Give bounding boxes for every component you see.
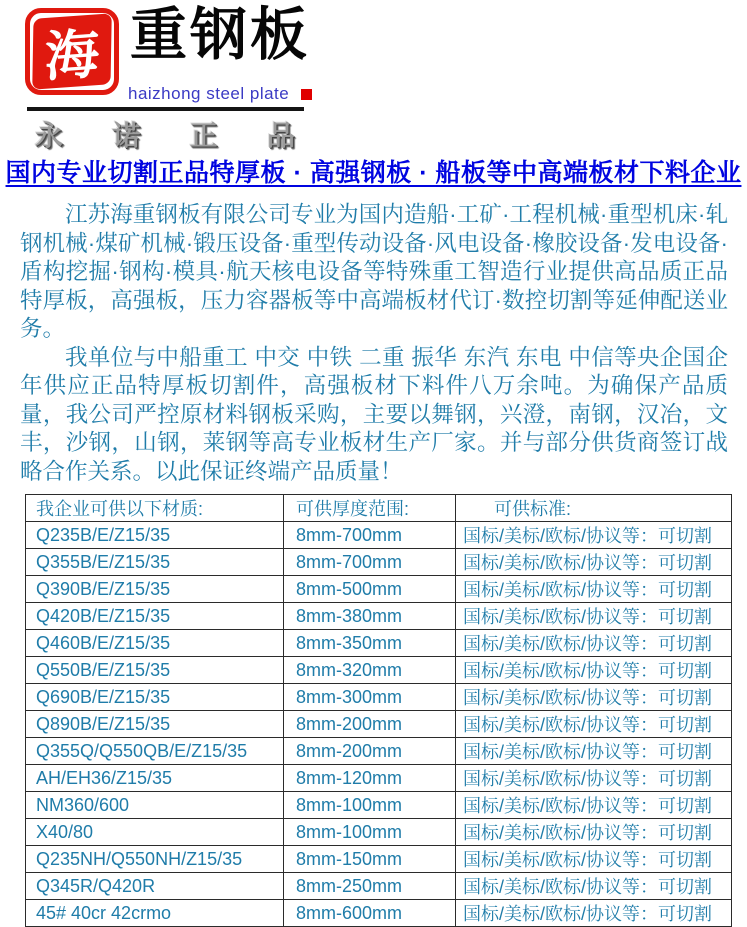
slogan-char: 诺: [112, 120, 141, 151]
table-row: [26, 900, 732, 927]
header-standard: 可供标准:: [456, 495, 732, 522]
table-row: [26, 684, 732, 711]
cell-material: 45# 40cr 42crmo: [26, 900, 284, 927]
table-row: [26, 630, 732, 657]
cell-standard: 国标/美标/欧标/协议等：可切割: [456, 549, 732, 576]
cell-thickness: 8mm-600mm: [284, 900, 456, 927]
suppliers-paragraph: 我单位与中船重工 中交 中铁 二重 振华 东汽 东电 中信等央企国企年供应正品特厚板切割件，高强板材下料件八万余吨。为确保产品质量，我公司严控原材料钢板采购，主要以舞钢，兴澄，南钢，汉冶，文丰，沙钢，山钢，莱钢等高专业板材生产厂家。并与部分供货商签订战略合作关系。以此保证终端产品质量！: [20, 344, 728, 484]
table-row: [26, 576, 732, 603]
cell-thickness: 8mm-200mm: [284, 711, 456, 738]
cell-thickness: 8mm-200mm: [284, 738, 456, 765]
table-row: [26, 819, 732, 846]
cell-thickness: 8mm-700mm: [284, 522, 456, 549]
cell-standard: 国标/美标/欧标/协议等：可切割: [456, 603, 732, 630]
intro-paragraph: 江苏海重钢板有限公司专业为国内造船·工矿·工程机械·重型机床·轧钢机械·煤矿机械·锻压设备·重型传动设备·风电设备·橡胶设备·发电设备·盾构挖掘·钢构·模具·航天核电设备等特殊重工智造行业提供高品质正品特厚板，高强板，压力容器板等中高端板材代订·数控切割等延伸配送业务。: [20, 202, 728, 341]
cell-standard: 国标/美标/欧标/协议等：可切割: [456, 630, 732, 657]
table-header-row: [26, 495, 732, 522]
header-thickness: 可供厚度范围:: [284, 495, 456, 522]
cell-standard: 国标/美标/欧标/协议等：可切割: [456, 576, 732, 603]
cell-standard: 国标/美标/欧标/协议等：可切割: [456, 846, 732, 873]
table-row: [26, 846, 732, 873]
cell-standard: 国标/美标/欧标/协议等：可切割: [456, 522, 732, 549]
cell-thickness: 8mm-250mm: [284, 873, 456, 900]
slogan-char: 品: [266, 120, 295, 151]
table-row: [26, 765, 732, 792]
divider-rule: [27, 107, 304, 111]
cell-thickness: 8mm-700mm: [284, 549, 456, 576]
table-row: [26, 873, 732, 900]
cell-thickness: 8mm-120mm: [284, 765, 456, 792]
table-row: [26, 792, 732, 819]
cell-thickness: 8mm-500mm: [284, 576, 456, 603]
cell-material: Q235NH/Q550NH/Z15/35: [26, 846, 284, 873]
table-row: [26, 603, 732, 630]
seal-character: 海: [32, 13, 112, 89]
cell-material: Q355B/E/Z15/35: [26, 549, 284, 576]
header-material: 我企业可供以下材质:: [26, 495, 284, 522]
slogan-char: 永: [35, 120, 64, 151]
cell-material: Q235B/E/Z15/35: [26, 522, 284, 549]
cell-standard: 国标/美标/欧标/协议等：可切割: [456, 738, 732, 765]
materials-table: [25, 494, 732, 927]
cell-material: AH/EH36/Z15/35: [26, 765, 284, 792]
cell-standard: 国标/美标/欧标/协议等：可切割: [456, 792, 732, 819]
cell-thickness: 8mm-150mm: [284, 846, 456, 873]
cell-material: NM360/600: [26, 792, 284, 819]
brand-subtitle: haizhong steel plate: [128, 84, 290, 103]
cell-material: Q420B/E/Z15/35: [26, 603, 284, 630]
brand-title: 重钢板: [130, 3, 310, 67]
cell-material: X40/80: [26, 819, 284, 846]
cell-thickness: 8mm-100mm: [284, 819, 456, 846]
cell-thickness: 8mm-350mm: [284, 630, 456, 657]
brand-subtitle-row: [128, 84, 312, 104]
cell-standard: 国标/美标/欧标/协议等：可切割: [456, 819, 732, 846]
cell-material: Q390B/E/Z15/35: [26, 576, 284, 603]
cell-material: Q345R/Q420R: [26, 873, 284, 900]
cell-thickness: 8mm-100mm: [284, 792, 456, 819]
cell-standard: 国标/美标/欧标/协议等：可切割: [456, 765, 732, 792]
cell-thickness: 8mm-380mm: [284, 603, 456, 630]
cell-material: Q355Q/Q550QB/E/Z15/35: [26, 738, 284, 765]
table-row: [26, 549, 732, 576]
table-row: [26, 657, 732, 684]
cell-standard: 国标/美标/欧标/协议等：可切割: [456, 711, 732, 738]
cell-material: Q890B/E/Z15/35: [26, 711, 284, 738]
cell-standard: 国标/美标/欧标/协议等：可切割: [456, 684, 732, 711]
cell-standard: 国标/美标/欧标/协议等：可切割: [456, 657, 732, 684]
cell-material: Q550B/E/Z15/35: [26, 657, 284, 684]
cell-material: Q690B/E/Z15/35: [26, 684, 284, 711]
slogan-char: 正: [189, 120, 218, 151]
body-text: [20, 201, 728, 486]
red-square-icon: [301, 89, 312, 100]
table-row: [26, 738, 732, 765]
slogan: [35, 114, 295, 154]
company-seal-icon: [25, 8, 119, 95]
page-title: 国内专业切割正品特厚板 · 高强钢板 · 船板等中高端板材下料企业: [5, 159, 742, 187]
cell-thickness: 8mm-300mm: [284, 684, 456, 711]
cell-material: Q460B/E/Z15/35: [26, 630, 284, 657]
cell-standard: 国标/美标/欧标/协议等：可切割: [456, 900, 732, 927]
cell-standard: 国标/美标/欧标/协议等：可切割: [456, 873, 732, 900]
logo-header: [25, 0, 747, 151]
table-row: [26, 522, 732, 549]
cell-thickness: 8mm-320mm: [284, 657, 456, 684]
table-row: [26, 711, 732, 738]
